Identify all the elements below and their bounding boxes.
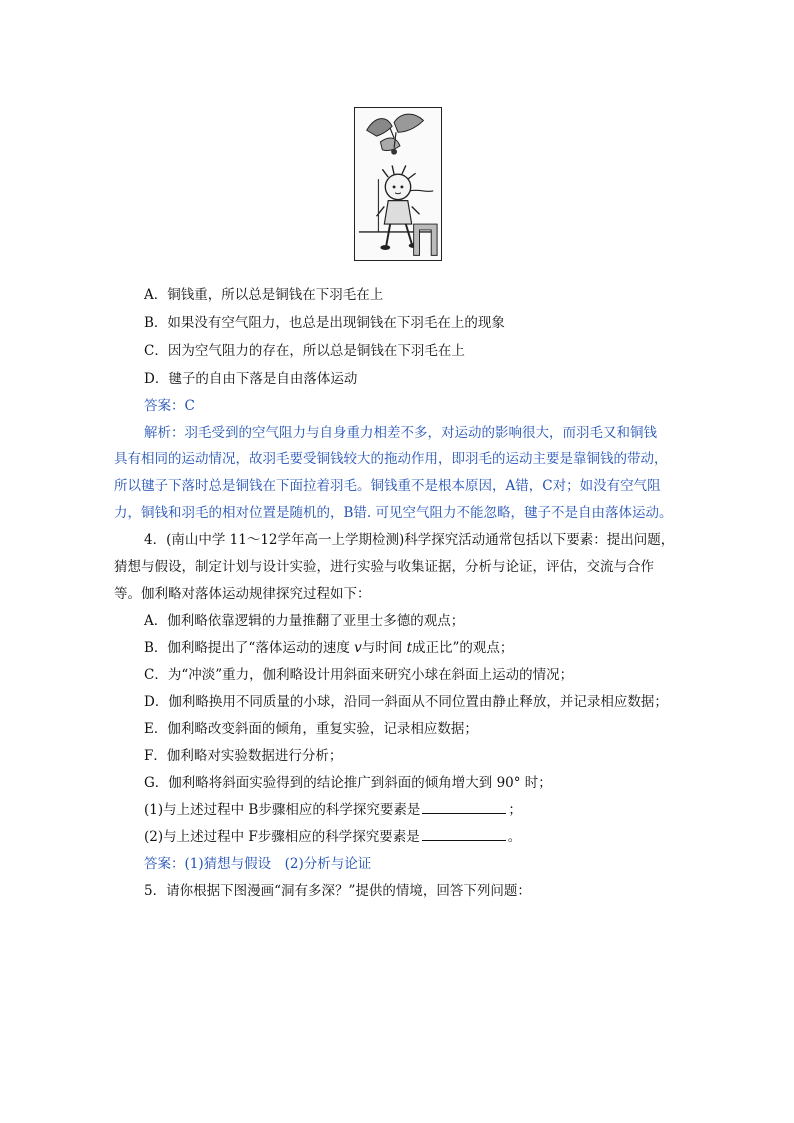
q4-step-g: G．伽利略将斜面实验得到的结论推广到斜面的倾角增大到 90° 时； <box>144 775 552 791</box>
answer-q4 <box>144 854 371 874</box>
q4-step-b <box>144 638 513 658</box>
sub2-end: 。 <box>507 829 522 845</box>
var-v: v <box>354 640 362 656</box>
q4-step-c: C．为“冲淡”重力，伽利略设计用斜面来研究小球在斜面上运动的情况； <box>144 667 574 683</box>
question-4-line-2: 猜想与假设，制定计划与设计实验，进行实验与收集证据，分析与论证，评估，交流与合作 <box>114 559 654 575</box>
q4-step-a: A．伽利略依靠逻辑的力量推翻了亚里士多德的观点； <box>144 613 465 629</box>
analysis-line-4: 力，铜钱和羽毛的相对位置是随机的，B错. 可见空气阻力不能忽略，毽子不是自由落体运动。 <box>114 505 673 521</box>
answer-q3 <box>144 396 195 416</box>
sub2-text: (2)与上述过程中 F步骤相应的科学探究要素是 <box>144 829 420 845</box>
q4-step-b-pre: B．伽利略提出了“落体运动的速度 <box>144 640 350 656</box>
question-4-line-1: 4．(南山中学 11～12学年高一上学期检测)科学探究活动通常包括以下要素：提出问题， <box>144 532 675 548</box>
cartoon-illustration <box>355 108 441 260</box>
q4-sub-question-2 <box>144 827 521 847</box>
shuttlecock-cartoon-figure <box>354 107 442 261</box>
analysis-line-3: 所以毽子下落时总是铜钱在下面拉着羽毛。铜钱重不是根本原因，A错，C对；如没有空气阻 <box>114 478 661 494</box>
option-b-q3: B．如果没有空气阻力，也总是出现铜钱在下羽毛在上的现象 <box>144 315 505 331</box>
q4-step-b-post: 成正比”的观点； <box>412 640 514 656</box>
sub1-end: ； <box>508 802 522 818</box>
answer-blank-1[interactable] <box>422 800 506 814</box>
answer-value: C <box>184 398 195 414</box>
q4-step-e: E．伽利略改变斜面的倾角，重复实验，记录相应数据； <box>144 721 478 737</box>
question-4-line-3: 等。伽利略对落体运动规律探究过程如下： <box>114 586 371 602</box>
analysis-line-1: 解析：羽毛受到的空气阻力与自身重力相差不多，对运动的影响很大，而羽毛又和铜钱 <box>144 425 657 441</box>
sub1-text: (1)与上述过程中 B步骤相应的科学探究要素是 <box>144 802 421 818</box>
q4-step-d: D．伽利略换用不同质量的小球，沿同一斜面从不同位置由静止释放，并记录相应数据； <box>144 694 668 710</box>
analysis-line-2: 具有相同的运动情况，故羽毛要受铜钱较大的拖动作用，即羽毛的运动主要是靠铜钱的带动， <box>114 451 668 467</box>
answer-label: 答案： <box>144 856 185 872</box>
option-a-q3: A．铜钱重，所以总是铜钱在下羽毛在上 <box>144 287 384 303</box>
question-5: 5．请你根据下图漫画“洞有多深？”提供的情境，回答下列问题： <box>144 883 531 899</box>
answer-value: (1)猜想与假设 (2)分析与论证 <box>184 856 372 872</box>
var-t: t <box>406 640 412 656</box>
q4-step-f: F．伽利略对实验数据进行分析； <box>144 748 343 764</box>
q4-sub-question-1 <box>144 800 522 820</box>
answer-blank-2[interactable] <box>422 827 506 841</box>
option-d-q3: D．毽子的自由下落是自由落体运动 <box>144 371 358 387</box>
answer-label: 答案： <box>144 398 185 414</box>
q4-step-b-mid: 与时间 <box>361 640 403 656</box>
option-c-q3: C．因为空气阻力的存在，所以总是铜钱在下羽毛在上 <box>144 343 465 359</box>
